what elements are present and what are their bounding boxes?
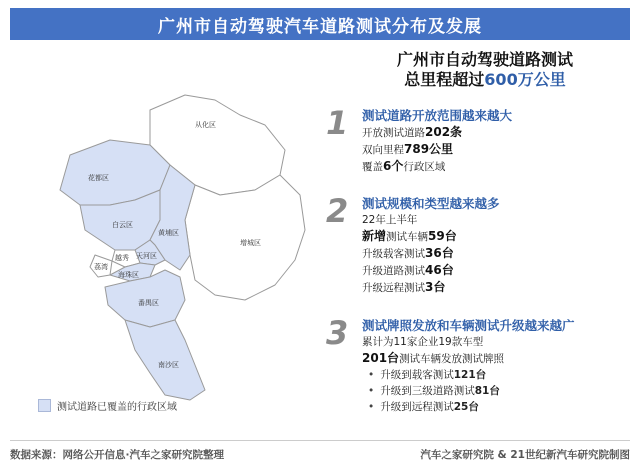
- section-line: 新增测试车辆59台: [362, 229, 457, 243]
- legend-swatch: [38, 399, 51, 412]
- map-legend: [38, 398, 177, 413]
- label-nansha: 南沙区: [158, 361, 179, 369]
- section-3: [326, 314, 626, 415]
- section-line: 201台测试车辆发放测试牌照: [362, 351, 505, 365]
- section-1: [326, 104, 626, 175]
- legend-label: 测试道路已覆盖的行政区域: [57, 402, 177, 413]
- section-line: 覆盖6个行政区域: [362, 159, 446, 173]
- label-panyu: 番禺区: [138, 299, 159, 307]
- section-bullet: • 升级到远程测试25台: [368, 399, 626, 415]
- section-line: 22年上半年: [362, 214, 418, 226]
- footer-source: 数据来源：网络公开信息·汽车之家研究院整理: [10, 448, 224, 461]
- label-tianhe: 天河区: [136, 252, 157, 260]
- label-conghua: 从化区: [195, 121, 216, 129]
- section-title: 测试道路开放范围越来越大: [362, 108, 513, 123]
- section-line: 升级远程测试3台: [362, 280, 446, 294]
- section-bullet: • 升级到载客测试121台: [368, 367, 626, 383]
- section-line: 双向里程789公里: [362, 142, 454, 156]
- label-haizhu: 海珠区: [118, 271, 139, 279]
- footer: [10, 440, 630, 467]
- label-baiyun: 白云区: [112, 221, 133, 229]
- label-yuexiu: 越秀: [115, 254, 129, 262]
- section-bullet: • 升级到三级道路测试81台: [368, 383, 626, 399]
- guangzhou-district-map: [0, 55, 330, 415]
- section-line: 累计为11家企业19款车型: [362, 336, 484, 348]
- headline-line2: 总里程超过600万公里: [404, 70, 566, 89]
- section-line: 升级载客测试36台: [362, 246, 454, 260]
- label-zengcheng: 增城区: [240, 239, 261, 247]
- section-number: 1: [326, 104, 349, 142]
- section-number: 2: [326, 192, 349, 230]
- headline-line1: 广州市自动驾驶道路测试: [396, 50, 573, 69]
- section-title: 测试牌照发放和车辆测试升级越来越广: [362, 318, 575, 333]
- label-huangpu: 黄埔区: [158, 229, 179, 237]
- label-liwan: 荔湾: [94, 263, 108, 271]
- district-nansha: [125, 320, 205, 400]
- section-number: 3: [326, 314, 349, 352]
- section-title: 测试规模和类型越来越多: [362, 196, 500, 211]
- banner-title: 广州市自动驾驶汽车道路测试分布及发展: [10, 8, 630, 40]
- headline: [360, 50, 610, 90]
- section-2: [326, 192, 626, 296]
- footer-credit: 汽车之家研究院 & 21世纪新汽车研究院制图: [420, 448, 630, 461]
- section-line: 升级道路测试46台: [362, 263, 454, 277]
- district-zengcheng: [185, 175, 305, 300]
- section-line: 开放测试道路202条: [362, 125, 463, 139]
- label-huadu: 花都区: [88, 174, 109, 182]
